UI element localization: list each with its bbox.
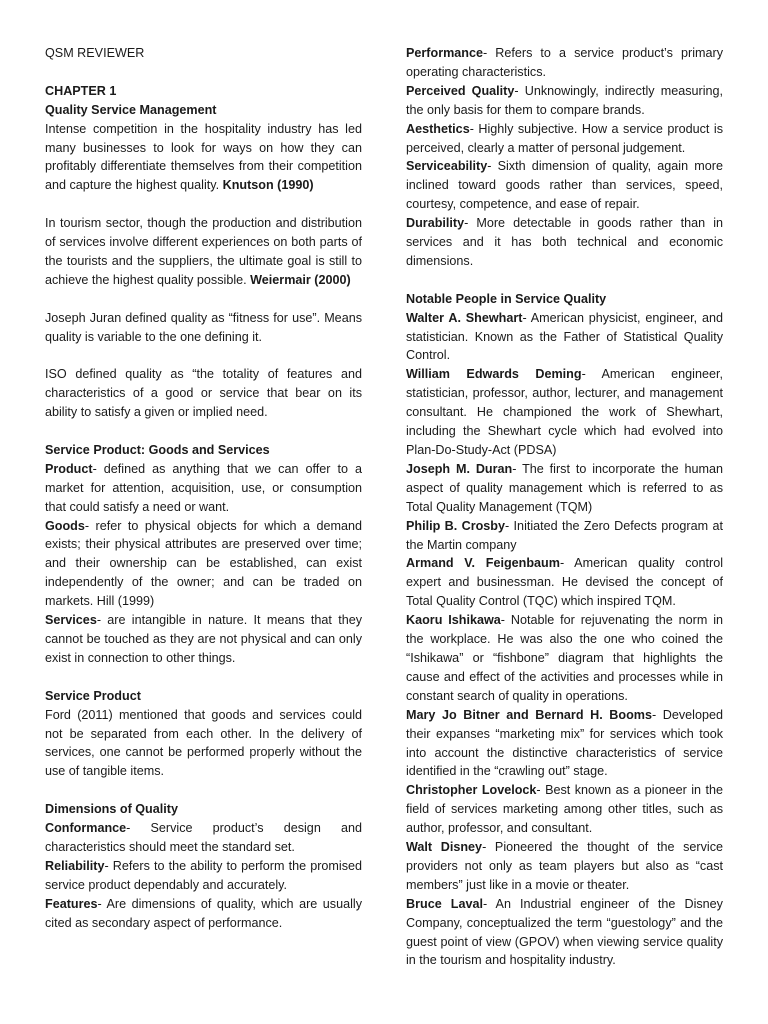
person-duran	[406, 460, 723, 517]
person-bitner-booms	[406, 706, 723, 782]
person-description: - The first to incorporate the human aspect of quality management which is referred to as Total Quality Management (TQM)	[406, 461, 723, 514]
person-description: - Best known as a pioneer in the field of services marketing among other titles, such as author, professor, and consultant.	[406, 783, 723, 836]
person-name: Armand V. Feigenbaum	[406, 556, 560, 571]
person-name: Bruce Laval	[406, 896, 483, 911]
person-name: Walter A. Shewhart	[406, 310, 523, 325]
person-name: Philip B. Crosby	[406, 518, 505, 533]
dimension-performance	[406, 44, 723, 82]
intro-paragraph-1-text: Intense competition in the hospitality industry has led many businesses to look for ways on how they can profitably differentiate themselves from their competition and capture the highest quality.	[45, 121, 362, 193]
definition-text: - are intangible in nature. It means that they cannot be touched as they are not physical and can only exist in connection to other things.	[45, 613, 362, 665]
notable-people-heading: Notable People in Service Quality	[406, 291, 607, 306]
person-description: - An Industrial engineer of the Disney Company, conceptualized the term “guestology” and the guest point of view (GPOV) when viewing service quality in the tourism and hospitality industry.	[406, 896, 723, 968]
dimension-text: - Are dimensions of quality, which are usually cited as secondary aspect of performance.	[45, 896, 362, 930]
dimension-term: Durability	[406, 216, 465, 231]
person-name: William Edwards Deming	[406, 367, 582, 382]
dimension-text: - Refers to a service product’s primary operating characteristics.	[406, 46, 723, 79]
person-crosby	[406, 517, 723, 555]
document-title: QSM REVIEWER	[45, 46, 145, 60]
person-shewhart	[406, 309, 723, 366]
dimension-reliability	[45, 857, 362, 895]
dimension-text: - Service product’s design and characteristics should meet the standard set.	[45, 821, 362, 854]
chapter-heading: CHAPTER 1	[45, 83, 117, 98]
dimension-term: Perceived Quality	[406, 83, 515, 98]
intro-paragraph-3: Joseph Juran defined quality as “fitness for use”. Means quality is variable to the one defining it.	[45, 310, 362, 344]
intro-paragraph-1-citation: Knutson (1990)	[222, 178, 314, 193]
intro-paragraph-4: ISO defined quality as “the totality of features and characteristics of a good or service that bear on its ability to satisfy a given or implied need.	[45, 367, 362, 420]
person-description: - American physicist, engineer, and statistician. Known as the Father of Statistical Quality Control.	[406, 310, 723, 363]
person-lovelock	[406, 781, 723, 838]
dimension-aesthetics	[406, 120, 723, 158]
person-description: - Developed their expanses “marketing mix” for services which took into account the distinctive characteristics of service identified in the “crawling out” stage.	[406, 707, 723, 779]
dimension-term: Features	[45, 896, 98, 911]
definition-text: - refer to physical objects for which a demand exists; their physical attributes are preserved over time; and their ownership can be established, can exist independently of the owner; and can be traded on markets. Hill (1999)	[45, 518, 362, 609]
person-deming	[406, 365, 723, 460]
dimensions-heading: Dimensions of Quality	[45, 802, 178, 817]
definition-text: - defined as anything that we can offer to a market for attention, acquisition, use, or consumption that could satisfy a need or want.	[45, 461, 362, 514]
definition-term: Product	[45, 461, 93, 476]
dimension-text: - More detectable in goods rather than in services and it has both technical and economic dimensions.	[406, 216, 723, 268]
goods-services-heading: Service Product: Goods and Services	[45, 442, 270, 457]
definition-term: Goods	[45, 518, 85, 533]
definition-product	[45, 460, 362, 517]
intro-paragraph-1	[45, 120, 362, 196]
person-description: - American quality control expert and businessman. He devised the concept of Total Quality Control (TQC) which inspired TQM.	[406, 556, 724, 609]
dimension-term: Performance	[406, 46, 483, 60]
service-product-heading: Service Product	[45, 688, 141, 703]
dimension-term: Aesthetics	[406, 121, 470, 136]
person-laval	[406, 895, 723, 971]
person-ishikawa	[406, 611, 723, 706]
definition-term: Services	[45, 613, 97, 628]
person-name: Kaoru Ishikawa	[406, 613, 501, 628]
dimension-text: - Unknowingly, indirectly measuring, the only basis for them to compare brands.	[406, 83, 724, 117]
dimension-serviceability	[406, 157, 723, 214]
dimension-term: Reliability	[45, 858, 105, 873]
person-name: Joseph M. Duran	[406, 461, 513, 476]
dimension-term: Conformance	[45, 821, 127, 836]
dimension-durability	[406, 214, 723, 271]
definition-goods	[45, 517, 362, 612]
dimension-features	[45, 895, 362, 933]
service-product-paragraph: Ford (2011) mentioned that goods and services could not be separated from each other. In the delivery of services, one cannot be performed properly without the use of tangible items.	[45, 707, 362, 779]
dimension-perceived-quality	[406, 82, 723, 120]
person-description: - Pioneered the thought of the service providers not only as team players but also as “cast members” just like in a movie or theater.	[406, 840, 724, 892]
person-name: Walt Disney	[406, 840, 483, 855]
definition-services	[45, 611, 362, 668]
dimension-conformance	[45, 819, 362, 857]
person-disney	[406, 838, 723, 895]
section-title: Quality Service Management	[45, 102, 217, 117]
person-name: Christopher Lovelock	[406, 783, 537, 798]
person-name: Mary Jo Bitner and Bernard H. Booms	[406, 707, 652, 722]
intro-paragraph-2-citation: Weiermair (2000)	[250, 272, 351, 287]
intro-paragraph-2	[45, 214, 362, 290]
person-feigenbaum	[406, 554, 723, 611]
left-column	[45, 44, 362, 932]
dimension-text: - Sixth dimension of quality, again more inclined toward goods rather than services, speed, courtesy, competence, and ease of repair.	[406, 159, 723, 212]
dimension-text: - Refers to the ability to perform the promised service product dependably and accurately.	[45, 858, 362, 892]
intro-paragraph-2-text: In tourism sector, though the production and distribution of services involve different experiences on both parts of the tourists and the suppliers, the ultimate goal is still to achieve the highest quality possible.	[45, 216, 362, 287]
right-column	[406, 44, 723, 970]
person-description: - American engineer, statistician, professor, author, lecturer, and management consultant. He championed the work of Shewhart, including the Shewhart cycle which had evolved into Plan-Do-Study-Act (PDSA)	[406, 367, 723, 458]
person-description: - Notable for rejuvenating the norm in the workplace. He was also the one who coined the “Ishikawa” or “fishbone” diagram that highlights the cause and effect of the activities and processes while in constant search of quality in operations.	[406, 613, 723, 703]
dimension-text: - Highly subjective. How a service product is perceived, clearly a matter of personal judgement.	[406, 121, 723, 155]
person-description: - Initiated the Zero Defects program at the Martin company	[406, 518, 723, 552]
dimension-term: Serviceability	[406, 159, 488, 174]
